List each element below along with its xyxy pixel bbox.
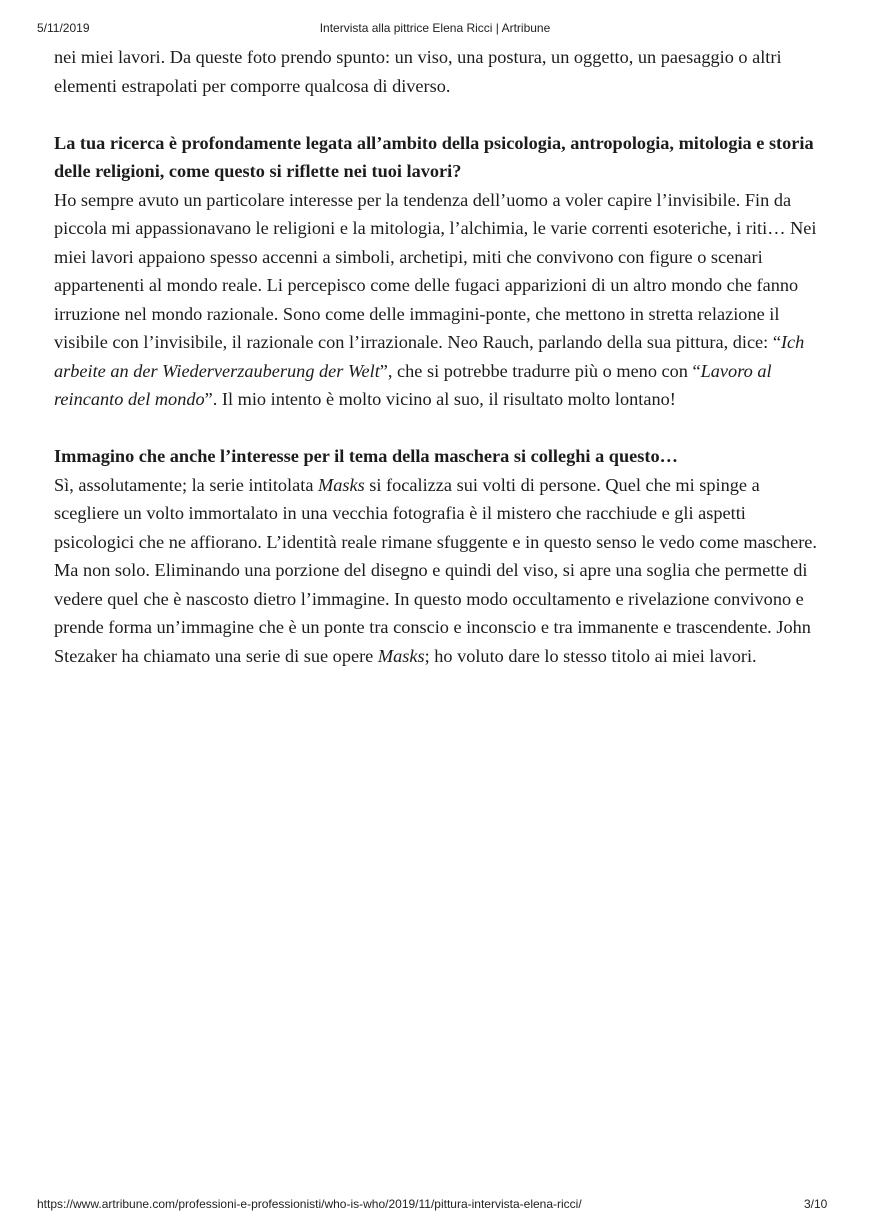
answer-text: si focalizza sui volti di persone. Quel che mi spinge a scegliere un volto immortalato in una vecchia fotografia è il mistero che racchiude e gli aspetti psicologici che ne affiorano. L’identità reale rimane sfuggente e in questo senso le vedo come maschere. Ma non solo. Eliminando una porzione del disegno e quindi del viso, si apre una soglia che permette di vedere quel che è nascosto dietro l’immagine. In questo modo occultamento e rivelazione convivono e prende forma un’immagine che è un ponte tra conscio e inconscio e tra immanente e trascendente. John Stezaker ha chiamato una serie di sue opere xyxy=(54,474,817,666)
page-number: 3/10 xyxy=(804,1197,828,1211)
answer-text: ”. Il mio intento è molto vicino al suo, il risultato molto lontano! xyxy=(204,389,676,409)
answer-text: Ho sempre avuto un particolare interesse per la tendenza dell’uomo a voler capire l’invisibile. Fin da piccola mi appassionavano le religioni e la mitologia, l’alchimia, le varie correnti esoteriche, i riti… Nei miei lavori appaiono spesso accenni a simboli, archetipi, miti che convivono con figure o scenari appartenenti al mondo reale. Li percepisco come delle fugaci apparizioni di un altro mondo che fanno irruzione nel mondo razionale. Sono come delle immagini-ponte, che mettono in stretta relazione il visibile con l’invisibile, il razionale con l’irrazionale. Neo Rauch, parlando della sua pittura, dice: “ xyxy=(54,189,817,352)
paragraph: nei miei lavori. Da queste foto prendo spunto: un viso, una postura, un oggetto, un paesaggio o altri elementi estrapolati per comporre qualcosa di diverso. xyxy=(54,47,782,96)
quote-italian: Lavoro al reincanto del mondo xyxy=(54,360,772,409)
series-title: Masks xyxy=(318,474,365,495)
interview-question: Immagino che anche l’interesse per il tema della maschera si colleghi a questo… xyxy=(54,446,678,466)
page-url: https://www.artribune.com/professioni-e-professionisti/who-is-who/2019/11/pittura-intervista-elena-ricci/ xyxy=(37,1197,582,1211)
answer-text: Sì, assolutamente; la serie intitolata xyxy=(54,474,318,495)
interview-answer xyxy=(54,471,824,671)
series-title: Masks xyxy=(377,645,425,666)
quote-german: Ich arbeite an der Wiederverzauberung der Welt xyxy=(54,332,805,381)
print-header xyxy=(0,21,870,37)
page-title: Intervista alla pittrice Elena Ricci | Artribune xyxy=(319,21,551,35)
article-body xyxy=(54,43,824,670)
answer-text: ”, che si potrebbe tradurre più o meno con “ xyxy=(379,360,701,381)
print-date: 5/11/2019 xyxy=(37,21,90,35)
interview-answer xyxy=(54,186,824,414)
answer-text: ; ho voluto dare lo stesso titolo ai miei lavori. xyxy=(424,645,757,666)
interview-question: La tua ricerca è profondamente legata all’ambito della psicologia, antropologia, mitologia e storia delle religioni, come questo si riflette nei tuoi lavori? xyxy=(54,132,814,181)
